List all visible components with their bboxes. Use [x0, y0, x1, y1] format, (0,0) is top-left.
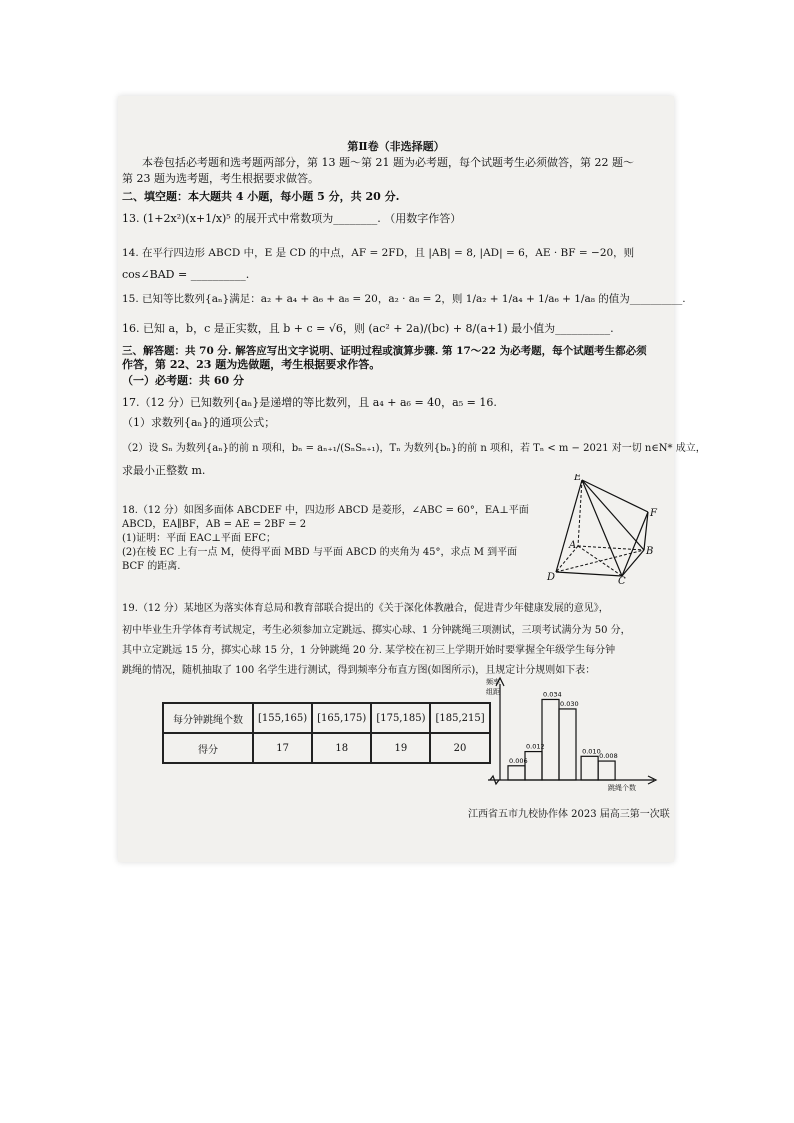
part3-heading-line-2: 作答，第 22、23 题为选做题，考生根据要求作答。 — [122, 358, 381, 371]
bar-value-label: 0.012 — [526, 742, 545, 751]
question-18-line-1: 18.（12 分）如图多面体 ABCDEF 中，四边形 ABCD 是菱形，∠ABC = 60°，EA⊥平面 — [122, 505, 529, 516]
part3-heading-line-1: 三、解答题：共 70 分. 解答应写出文字说明、证明过程或演算步骤. 第 17～22 为必考题，每个试题考生都必须 — [122, 345, 647, 357]
edge-ED — [556, 480, 582, 572]
table-score-4: 20 — [430, 733, 489, 763]
intro-line-2: 第 23 题为选考题，考生根据要求做答。 — [122, 172, 319, 185]
label-F: F — [650, 508, 657, 519]
intro-line-1: 本卷包括必考题和选考题两部分，第 13 题～第 21 题为必考题，每个试题考生必须做答，第 22 题～ — [142, 156, 634, 169]
score-table — [162, 702, 491, 764]
question-13: 13. (1+2x²)(x+1/x)⁵ 的展开式中常数项为________. （用数字作答） — [122, 212, 462, 225]
section-title: 第Ⅱ卷（非选择题） — [347, 140, 445, 153]
label-E: E — [574, 474, 582, 483]
question-19-line-1: 19.（12 分）某地区为落实体育总局和教育部联合提出的《关于深化体教融合，促进青少年健康发展的意见》， — [122, 603, 609, 614]
table-score-3: 19 — [371, 733, 430, 763]
edge-DB — [556, 550, 644, 572]
question-17-line-3: （2）设 Sₙ 为数列{aₙ}的前 n 项和，bₙ = aₙ₊₁/(SₙSₙ₊₁)，Tₙ 为数列{bₙ}的前 n 项和，若 Tₙ < m − 2021 对一切 n∈N* 成立， — [122, 443, 706, 454]
histogram-bar — [581, 756, 598, 780]
question-19-line-4: 跳绳的情况，随机抽取了 100 名学生进行测试，得到频率分布直方图(如图所示)，且规定计分规则如下表： — [122, 665, 596, 676]
table-header-count: 每分钟跳绳个数 — [163, 703, 253, 733]
label-B: B — [646, 546, 654, 557]
question-16: 16. 已知 a，b，c 是正实数，且 b + c = √6，则 (ac² + 2a)/(bc) + 8/(a+1) 最小值为__________. — [122, 322, 614, 335]
bar-value-label: 0.008 — [599, 752, 618, 761]
table-score-2: 18 — [312, 733, 371, 763]
part2-heading: 二、填空题：本大题共 4 小题，每小题 5 分，共 20 分. — [122, 190, 400, 203]
question-18-line-5: BCF 的距离. — [122, 561, 181, 572]
question-14-line-1: 14. 在平行四边形 ABCD 中，E 是 CD 的中点，AF = 2FD，且 |AB| = 8, |AD| = 6，AE · BF = −20，则 — [122, 247, 635, 259]
bar-value-label: 0.010 — [582, 747, 601, 756]
table-row — [163, 733, 490, 763]
edge-DC — [556, 572, 622, 576]
question-18-line-3: (1)证明：平面 EAC⊥平面 EFC； — [122, 533, 276, 544]
question-18-line-2: ABCD，EA∥BF，AB = AE = 2BF = 2 — [122, 519, 307, 530]
question-19-line-3: 其中立定跳远 15 分，掷实心球 15 分，1 分钟跳绳 20 分. 某学校在初三上学期开始时要掌握全年级学生每分钟 — [122, 645, 616, 656]
bar-value-label: 0.034 — [543, 690, 562, 699]
question-17-line-1: 17.（12 分）已知数列{aₙ}是递增的等比数列，且 a₄ + a₆ = 40，a₅ = 16. — [122, 396, 497, 409]
xlabel: 跳绳个数 — [608, 784, 636, 792]
label-D: D — [547, 572, 556, 583]
label-C: C — [618, 576, 626, 584]
edge-EB — [582, 480, 644, 550]
histogram-bar — [542, 699, 559, 780]
question-17-line-4: 求最小正整数 m. — [122, 464, 206, 477]
question-15: 15. 已知等比数列{aₙ}满足：a₂ + a₄ + a₆ + a₈ = 20，a₂ · a₈ = 2，则 1/a₂ + 1/a₄ + 1/a₆ + 1/a₈ 的值为__________. — [122, 293, 686, 305]
bar-value-label: 0.030 — [560, 699, 579, 708]
edge-EF — [582, 480, 648, 512]
label-A: A — [569, 540, 577, 551]
table-score-label: 得分 — [163, 733, 253, 763]
table-interval-1: [155,165) — [253, 703, 312, 733]
table-interval-4: [185,215] — [430, 703, 489, 733]
frequency-histogram — [484, 676, 664, 794]
footer-text: 江西省五市九校协作体 2023 届高三第一次联 — [468, 809, 670, 820]
edge-EC — [582, 480, 622, 576]
table-row — [163, 703, 490, 733]
bar-value-label: 0.006 — [509, 756, 528, 765]
histogram-bar — [598, 761, 615, 780]
histogram-bar — [559, 709, 576, 780]
question-17-line-2: （1）求数列{aₙ}的通项公式； — [122, 416, 276, 429]
required-heading: （一）必考题：共 60 分 — [122, 374, 244, 387]
ylabel-top: 频率 — [486, 678, 500, 686]
question-18-line-4: (2)在棱 EC 上有一点 M，使得平面 MBD 与平面 ABCD 的夹角为 45°，求点 M 到平面 — [122, 547, 518, 558]
table-interval-3: [175,185) — [371, 703, 430, 733]
table-score-1: 17 — [253, 733, 312, 763]
question-14-line-2: cos∠BAD = __________. — [122, 268, 250, 281]
polyhedron-figure — [544, 474, 664, 584]
question-19-line-2: 初中毕业生升学体育考试规定，考生必须参加立定跳远、掷实心球、1 分钟跳绳三项测试，三项考试满分为 50 分， — [122, 625, 631, 636]
histogram-bar — [508, 766, 525, 780]
table-interval-2: [165,175) — [312, 703, 371, 733]
ylabel-bottom: 组距 — [486, 688, 500, 696]
edge-CB — [622, 550, 644, 576]
